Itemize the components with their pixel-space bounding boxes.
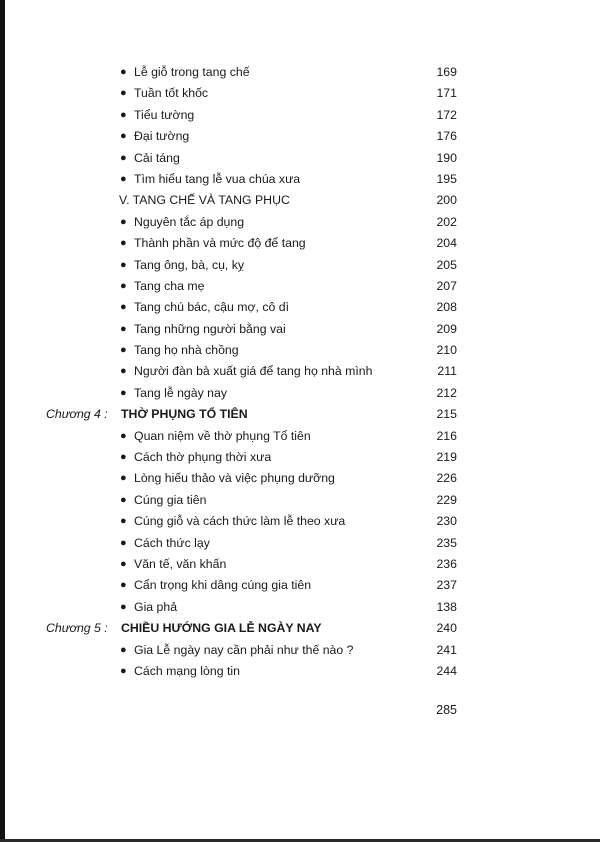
toc-entry-title: CHIỀU HƯỚNG GIA LỄ NGÀY NAY	[121, 621, 322, 636]
toc-item-row	[0, 340, 600, 361]
toc-page-number: 208	[436, 300, 457, 315]
toc-entry-title: Gia Lễ ngày nay cần phải như thế nào ?	[134, 642, 354, 657]
bullet-icon: ●	[120, 344, 127, 357]
bullet-icon: ●	[120, 66, 127, 78]
bullet-icon: ●	[120, 429, 127, 442]
toc-entry-title: Cúng giỗ và cách thức làm lễ theo xưa	[134, 514, 346, 529]
toc-page-number: 226	[436, 471, 457, 486]
toc-page-number: 207	[436, 278, 457, 293]
toc-entry-title: Tiểu tường	[134, 107, 195, 122]
toc-item-row	[0, 468, 600, 489]
toc-entry-title: Tuần tốt khốc	[134, 86, 209, 101]
toc-page-number: 138	[436, 599, 457, 614]
toc-item-row	[0, 533, 600, 554]
toc-page-number: 171	[436, 86, 457, 101]
bullet-icon: ●	[120, 172, 127, 185]
chapter-label: Chương 5 :	[46, 621, 108, 636]
toc-item-row	[0, 105, 600, 126]
toc-item-row	[0, 62, 600, 83]
toc-page-number: 172	[436, 107, 457, 122]
bullet-icon: ●	[120, 322, 127, 335]
toc-page-number: 209	[436, 321, 457, 336]
toc-item-row	[0, 148, 600, 169]
bullet-icon: ●	[120, 515, 127, 528]
toc-entry-title: Quan niệm về thờ phụng Tổ tiên	[134, 428, 311, 443]
toc-page-number: 215	[436, 407, 457, 422]
bullet-icon: ●	[120, 536, 127, 549]
toc-page-number: 205	[436, 257, 457, 272]
toc-entry-title: Lễ giỗ trong tang chế	[134, 65, 250, 79]
toc-entry-title: Tang những người bằng vai	[134, 321, 286, 336]
toc-item-row	[0, 233, 600, 254]
toc-entry-title: Cúng gia tiên	[134, 492, 207, 507]
toc-entry-title: V. TANG CHẾ VÀ TANG PHỤC	[119, 193, 290, 208]
bullet-icon: ●	[120, 237, 127, 250]
toc-page-number: 219	[436, 450, 457, 465]
toc-item-row	[0, 447, 600, 468]
table-of-contents	[0, 62, 600, 682]
toc-page-number: 176	[436, 129, 457, 144]
toc-item-row	[0, 575, 600, 596]
toc-entry-title: Văn tế, văn khấn	[134, 556, 227, 571]
toc-entry-title: Gia phả	[134, 599, 178, 614]
bullet-icon: ●	[120, 130, 127, 143]
toc-page-number: 212	[436, 385, 457, 400]
toc-page-number: 236	[436, 556, 457, 571]
toc-entry-title: Tang cha mẹ	[134, 278, 205, 293]
toc-page-number: 190	[436, 150, 457, 165]
bullet-icon: ●	[120, 365, 127, 378]
toc-chapter-row	[0, 404, 600, 425]
toc-page-number: 211	[437, 364, 457, 379]
toc-item-row	[0, 640, 600, 661]
toc-entry-title: Cách thức lạy	[134, 535, 210, 550]
bullet-icon: ●	[120, 87, 127, 100]
toc-entry-title: Đại tường	[134, 129, 190, 144]
toc-entry-title: Nguyên tắc áp dụng	[134, 214, 245, 229]
bullet-icon: ●	[120, 600, 127, 613]
toc-item-row	[0, 83, 600, 104]
toc-entry-title: Cải táng	[134, 150, 180, 165]
toc-item-row	[0, 276, 600, 297]
toc-item-row	[0, 661, 600, 682]
toc-item-row	[0, 212, 600, 233]
toc-item-row	[0, 319, 600, 340]
bullet-icon: ●	[120, 386, 127, 399]
toc-page-number: 210	[436, 343, 457, 358]
toc-entry-title: Tang ông, bà, cụ, kỵ	[134, 257, 245, 272]
bullet-icon: ●	[120, 579, 127, 592]
bullet-icon: ●	[120, 451, 127, 464]
toc-entry-title: Thành phần và mức độ để tang	[134, 236, 306, 251]
toc-page-number: 235	[436, 535, 457, 550]
bullet-icon: ●	[120, 301, 127, 314]
toc-page-number: 195	[436, 171, 457, 186]
toc-entry-title: Tang chú bác, cậu mợ, cô dì	[134, 300, 290, 315]
toc-entry-title: Cẩn trọng khi dâng cúng gia tiên	[134, 578, 312, 593]
page-number: 285	[436, 703, 457, 717]
toc-page-number: 204	[436, 236, 457, 251]
toc-item-row	[0, 169, 600, 190]
bullet-icon: ●	[120, 151, 127, 164]
toc-page-number: 237	[436, 578, 457, 593]
bullet-icon: ●	[120, 557, 127, 570]
toc-item-row	[0, 383, 600, 404]
toc-page-number: 230	[436, 514, 457, 529]
toc-chapter-row	[0, 618, 600, 639]
toc-entry-title: Tang lễ ngày nay	[134, 385, 227, 400]
toc-item-row	[0, 297, 600, 318]
toc-page-number: 241	[436, 642, 457, 657]
toc-item-row	[0, 490, 600, 511]
toc-page-number: 229	[436, 492, 457, 507]
toc-item-row	[0, 511, 600, 532]
toc-entry-title: Lòng hiếu thảo và việc phụng dưỡng	[134, 471, 335, 486]
toc-item-row	[0, 554, 600, 575]
toc-entry-title: THỜ PHỤNG TỔ TIÊN	[121, 407, 248, 422]
toc-page-number: 169	[436, 65, 457, 79]
toc-page-number: 216	[436, 428, 457, 443]
toc-item-row	[0, 597, 600, 618]
toc-page-number: 240	[436, 621, 457, 636]
toc-page-number: 202	[436, 214, 457, 229]
toc-page-number: 244	[436, 663, 457, 678]
toc-item-row	[0, 126, 600, 147]
bullet-icon: ●	[120, 215, 127, 228]
toc-entry-title: Tang họ nhà chồng	[134, 343, 239, 358]
toc-item-row	[0, 426, 600, 447]
chapter-label: Chương 4 :	[46, 407, 108, 422]
toc-entry-title: Cách thờ phụng thời xưa	[134, 450, 272, 465]
toc-section-row	[0, 190, 600, 211]
toc-entry-title: Tìm hiểu tang lễ vua chúa xưa	[134, 171, 301, 186]
toc-item-row	[0, 361, 600, 382]
bullet-icon: ●	[120, 279, 127, 292]
bullet-icon: ●	[120, 643, 127, 656]
bullet-icon: ●	[120, 664, 127, 677]
bullet-icon: ●	[120, 472, 127, 485]
toc-entry-title: Cách mạng lòng tin	[134, 663, 240, 678]
toc-page-number: 200	[436, 193, 457, 208]
bullet-icon: ●	[120, 108, 127, 121]
toc-item-row	[0, 255, 600, 276]
toc-entry-title: Người đàn bà xuất giá để tang họ nhà mình	[134, 364, 373, 379]
bullet-icon: ●	[120, 258, 127, 271]
bullet-icon: ●	[120, 493, 127, 506]
